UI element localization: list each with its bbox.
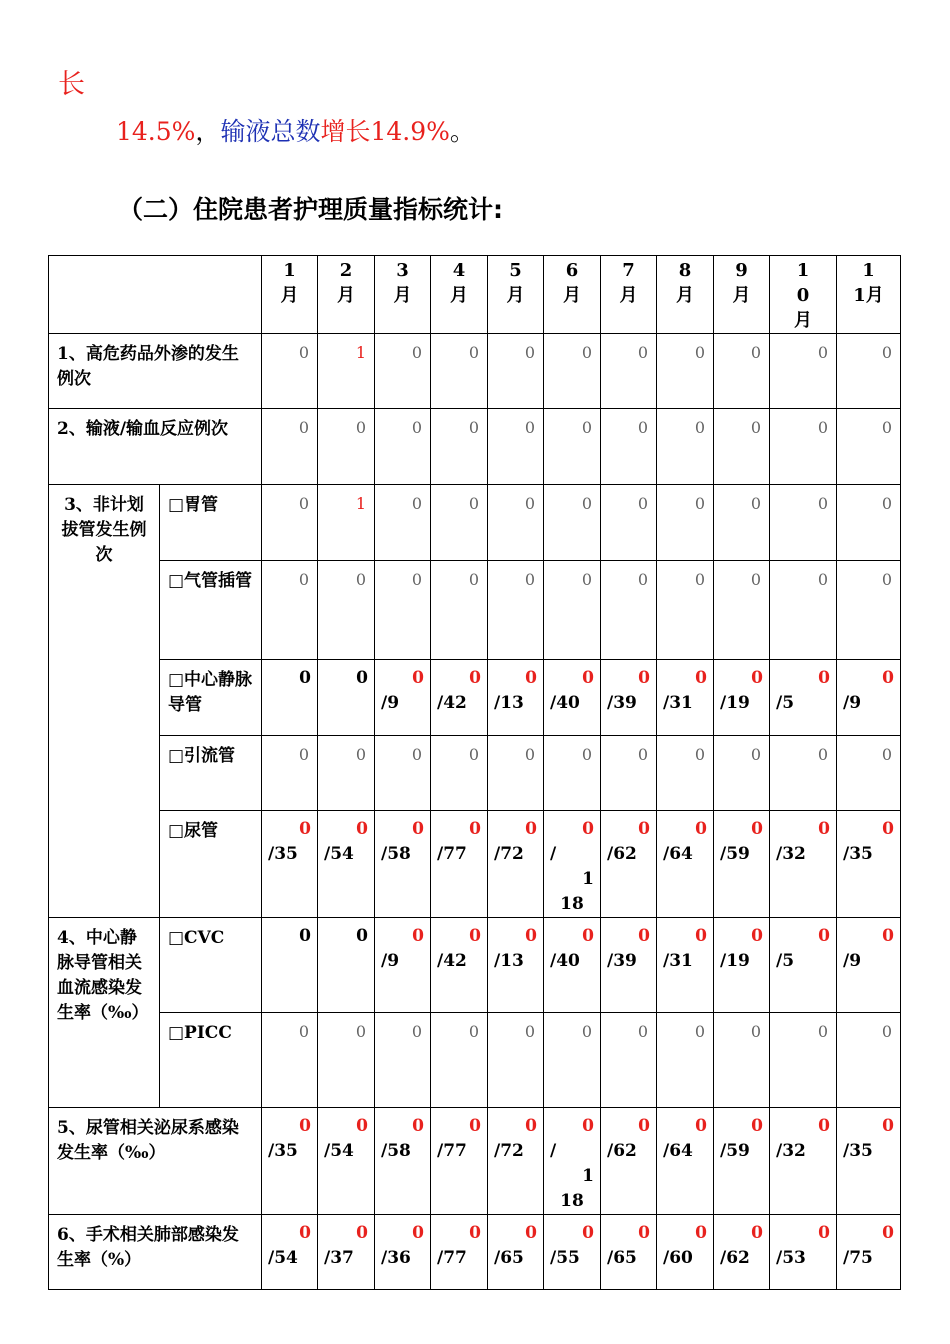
- value-numerator: 0: [582, 819, 594, 839]
- surgical-pneumonia-value: [837, 1215, 901, 1290]
- value-denominator: /19: [720, 693, 750, 713]
- central-venous-catheter-value: [714, 660, 770, 736]
- cvc-value: [431, 918, 488, 1013]
- sub-label-tracheal-intubation: □气管插管: [160, 561, 262, 660]
- infusion-reaction-value: 0: [262, 409, 318, 485]
- month-digit: 7: [622, 260, 635, 281]
- surgical-pneumonia-value: [488, 1215, 544, 1290]
- urinary-catheter-value: [375, 811, 431, 918]
- tracheal-intubation-value: 0: [318, 561, 375, 660]
- extravasation-value: 0: [601, 334, 657, 409]
- value-numerator: 0: [638, 1223, 650, 1243]
- value-numerator: 0: [299, 819, 311, 839]
- value-denominator: /77: [437, 1248, 467, 1268]
- value-numerator: 0: [412, 1223, 424, 1243]
- gastric-tube-value: 1: [318, 485, 375, 561]
- value-denominator: /65: [607, 1248, 637, 1268]
- month-text: 月: [732, 285, 751, 306]
- cauti-value: [544, 1108, 601, 1215]
- infusion-reaction-value: 0: [837, 409, 901, 485]
- value-denominator: /35: [268, 844, 298, 864]
- central-venous-catheter-value: [657, 660, 714, 736]
- picc-value: 0: [601, 1013, 657, 1108]
- value-numerator: 0: [582, 668, 594, 688]
- value-denominator: /62: [607, 1141, 637, 1161]
- value-denominator: /54: [324, 1141, 354, 1161]
- tracheal-intubation-value: 0: [262, 561, 318, 660]
- value-numerator: 0: [695, 926, 707, 946]
- drainage-tube-value: 0: [837, 736, 901, 811]
- value-denominator-cont: 1: [582, 869, 594, 889]
- picc-value: 0: [488, 1013, 544, 1108]
- month-header: [601, 256, 657, 334]
- intro-percent-2: 14.9%: [370, 117, 450, 146]
- value-numerator: 0: [818, 1223, 830, 1243]
- value-numerator: 0: [882, 819, 894, 839]
- row-label-unplanned-extubation: 3、非计划拔管发生例次: [49, 485, 160, 918]
- value-numerator: 0: [356, 1223, 368, 1243]
- row-label-surgical-pneumonia: 6、手术相关肺部感染发生率（%）: [49, 1215, 262, 1290]
- value-numerator: 0: [469, 819, 481, 839]
- picc-value: 0: [431, 1013, 488, 1108]
- infusion-reaction-value: 0: [544, 409, 601, 485]
- gastric-tube-value: 0: [714, 485, 770, 561]
- tracheal-intubation-value: 0: [544, 561, 601, 660]
- value-denominator: /39: [607, 951, 637, 971]
- surgical-pneumonia-value: [318, 1215, 375, 1290]
- value-numerator: 0: [469, 668, 481, 688]
- urinary-catheter-value: [837, 811, 901, 918]
- value-denominator-cont: 1: [582, 1166, 594, 1186]
- month-digit: 5: [509, 260, 522, 281]
- section-heading: （二）住院患者护理质量指标统计:: [118, 195, 503, 224]
- value-denominator: /32: [776, 1141, 806, 1161]
- value-numerator: 0: [299, 1116, 311, 1136]
- value-numerator: 0: [882, 1116, 894, 1136]
- value-numerator: 0: [818, 1116, 830, 1136]
- urinary-catheter-value: [601, 811, 657, 918]
- value-denominator: /42: [437, 693, 467, 713]
- month-digit: 1: [796, 260, 810, 281]
- value-numerator: 0: [882, 926, 894, 946]
- value-numerator: 0: [356, 819, 368, 839]
- month-header: [375, 256, 431, 334]
- cauti-value: [601, 1108, 657, 1215]
- month-header: [770, 256, 837, 334]
- month-digit: 6: [565, 260, 579, 281]
- gastric-tube-value: 0: [657, 485, 714, 561]
- value-numerator: 0: [818, 926, 830, 946]
- value-denominator: /58: [381, 1141, 411, 1161]
- month-header: [837, 256, 901, 334]
- drainage-tube-value: 0: [770, 736, 837, 811]
- intro-line-1: 长: [58, 69, 85, 100]
- intro-growth: 增长: [320, 117, 371, 146]
- value-numerator: 0: [638, 668, 650, 688]
- gastric-tube-value: 0: [544, 485, 601, 561]
- cvc-value: [375, 918, 431, 1013]
- value-denominator: /59: [720, 844, 750, 864]
- urinary-catheter-value: [714, 811, 770, 918]
- urinary-catheter-value: [770, 811, 837, 918]
- value-denominator-cont: 18: [560, 1191, 584, 1211]
- value-denominator: /54: [324, 844, 354, 864]
- central-venous-catheter-value: [488, 660, 544, 736]
- extravasation-value: 0: [657, 334, 714, 409]
- gastric-tube-value: 0: [770, 485, 837, 561]
- value-numerator: 0: [412, 1116, 424, 1136]
- extravasation-value: 0: [431, 334, 488, 409]
- drainage-tube-value: 0: [262, 736, 318, 811]
- cauti-value: [262, 1108, 318, 1215]
- value-numerator: 0: [638, 1116, 650, 1136]
- value-denominator: /9: [843, 693, 862, 713]
- value-denominator: /13: [494, 693, 524, 713]
- surgical-pneumonia-value: [375, 1215, 431, 1290]
- urinary-catheter-value: [657, 811, 714, 918]
- value-numerator: 0: [582, 1223, 594, 1243]
- value-denominator: /37: [324, 1248, 354, 1268]
- value-denominator: /60: [663, 1248, 693, 1268]
- value-numerator: 0: [299, 926, 311, 946]
- cvc-value: [544, 918, 601, 1013]
- sub-label-cvc: □CVC: [160, 918, 262, 1013]
- nursing-quality-table: [48, 255, 901, 1290]
- value-numerator: 0: [469, 926, 481, 946]
- value-numerator: 0: [638, 926, 650, 946]
- value-numerator: 0: [412, 668, 424, 688]
- cauti-value: [837, 1108, 901, 1215]
- value-denominator: /72: [494, 844, 524, 864]
- cvc-value: [601, 918, 657, 1013]
- value-denominator-cont: 18: [560, 894, 584, 914]
- value-denominator: /72: [494, 1141, 524, 1161]
- value-numerator: 0: [818, 819, 830, 839]
- sub-label-drainage-tube: □引流管: [160, 736, 262, 811]
- gastric-tube-value: 0: [375, 485, 431, 561]
- month-header: [657, 256, 714, 334]
- picc-value: 0: [714, 1013, 770, 1108]
- month-text: 月: [280, 285, 299, 306]
- extravasation-value: 0: [837, 334, 901, 409]
- month-digit: 1: [862, 260, 875, 281]
- central-venous-catheter-value: [544, 660, 601, 736]
- extravasation-value: 0: [714, 334, 770, 409]
- value-denominator: /: [550, 1141, 557, 1161]
- value-denominator: /35: [843, 844, 873, 864]
- value-denominator: /65: [494, 1248, 524, 1268]
- value-denominator: /54: [268, 1248, 298, 1268]
- intro-infusion-total: 输液总数: [220, 117, 321, 146]
- sub-label-central-venous-catheter: □中心静脉导管: [160, 660, 262, 736]
- tracheal-intubation-value: 0: [601, 561, 657, 660]
- month-text: 月: [676, 285, 694, 306]
- value-denominator: /55: [550, 1248, 580, 1268]
- extravasation-value: 0: [262, 334, 318, 409]
- cvc-value: [770, 918, 837, 1013]
- value-denominator: /64: [663, 844, 693, 864]
- value-numerator: 0: [695, 1223, 707, 1243]
- value-denominator: /35: [268, 1141, 298, 1161]
- month-text: 月: [563, 285, 581, 306]
- picc-value: 0: [837, 1013, 901, 1108]
- value-denominator: /9: [843, 951, 862, 971]
- urinary-catheter-value: [544, 811, 601, 918]
- surgical-pneumonia-value: [431, 1215, 488, 1290]
- drainage-tube-value: 0: [431, 736, 488, 811]
- cvc-value: [714, 918, 770, 1013]
- value-denominator: /59: [720, 1141, 750, 1161]
- infusion-reaction-value: 0: [601, 409, 657, 485]
- infusion-reaction-value: 0: [488, 409, 544, 485]
- cvc-value: [488, 918, 544, 1013]
- drainage-tube-value: 0: [544, 736, 601, 811]
- extravasation-value: 0: [375, 334, 431, 409]
- picc-value: 0: [318, 1013, 375, 1108]
- month-text: 1月: [853, 285, 884, 306]
- tracheal-intubation-value: 0: [770, 561, 837, 660]
- drainage-tube-value: 0: [601, 736, 657, 811]
- value-numerator: 0: [469, 1116, 481, 1136]
- gastric-tube-value: 0: [837, 485, 901, 561]
- month-digit: 4: [452, 260, 466, 281]
- value-denominator: /62: [607, 844, 637, 864]
- value-numerator: 0: [299, 668, 311, 688]
- drainage-tube-value: 0: [318, 736, 375, 811]
- month-text: 0: [796, 285, 810, 306]
- tracheal-intubation-value: 0: [837, 561, 901, 660]
- tracheal-intubation-value: 0: [431, 561, 488, 660]
- intro-line-2: [116, 112, 475, 148]
- gastric-tube-value: 0: [488, 485, 544, 561]
- sub-label-picc: □PICC: [160, 1013, 262, 1108]
- central-venous-catheter-value: [601, 660, 657, 736]
- value-numerator: 0: [525, 1116, 537, 1136]
- drainage-tube-value: 0: [488, 736, 544, 811]
- row-label-extravasation: 1、高危药品外渗的发生例次: [49, 334, 262, 409]
- picc-value: 0: [544, 1013, 601, 1108]
- value-numerator: 0: [818, 668, 830, 688]
- extravasation-value: 1: [318, 334, 375, 409]
- value-numerator: 0: [695, 668, 707, 688]
- value-denominator: /58: [381, 844, 411, 864]
- value-denominator: /40: [550, 693, 580, 713]
- urinary-catheter-value: [488, 811, 544, 918]
- value-denominator: /5: [776, 951, 795, 971]
- value-numerator: 0: [356, 1116, 368, 1136]
- value-numerator: 0: [582, 1116, 594, 1136]
- value-denominator: /9: [381, 693, 400, 713]
- central-venous-catheter-value: [431, 660, 488, 736]
- tracheal-intubation-value: 0: [375, 561, 431, 660]
- row-label-clabsi: 4、中心静脉导管相关血流感染发生率（‰）: [49, 918, 160, 1108]
- value-numerator: 0: [695, 819, 707, 839]
- value-denominator: /32: [776, 844, 806, 864]
- drainage-tube-value: 0: [714, 736, 770, 811]
- cauti-value: [431, 1108, 488, 1215]
- value-numerator: 0: [469, 1223, 481, 1243]
- month-text: 月: [450, 285, 468, 306]
- value-denominator: /13: [494, 951, 524, 971]
- value-denominator: /64: [663, 1141, 693, 1161]
- month-header: [714, 256, 770, 334]
- cvc-value: [318, 918, 375, 1013]
- header-blank: [49, 256, 262, 334]
- value-denominator: /9: [381, 951, 400, 971]
- cauti-value: [657, 1108, 714, 1215]
- central-venous-catheter-value: [770, 660, 837, 736]
- cauti-value: [318, 1108, 375, 1215]
- value-denominator: /31: [663, 951, 693, 971]
- value-denominator: /39: [607, 693, 637, 713]
- cvc-value: [837, 918, 901, 1013]
- surgical-pneumonia-value: [601, 1215, 657, 1290]
- extravasation-value: 0: [770, 334, 837, 409]
- value-numerator: 0: [582, 926, 594, 946]
- month-digit: 9: [735, 260, 748, 281]
- value-denominator: /77: [437, 1141, 467, 1161]
- extravasation-value: 0: [488, 334, 544, 409]
- month-digit: 8: [678, 260, 692, 281]
- central-venous-catheter-value: [837, 660, 901, 736]
- urinary-catheter-value: [431, 811, 488, 918]
- value-numerator: 0: [525, 668, 537, 688]
- row-label-infusion-reaction: 2、输液/输血反应例次: [49, 409, 262, 485]
- cvc-value: [657, 918, 714, 1013]
- month-digit: 2: [339, 260, 353, 281]
- value-numerator: 0: [638, 819, 650, 839]
- picc-value: 0: [657, 1013, 714, 1108]
- tracheal-intubation-value: 0: [714, 561, 770, 660]
- drainage-tube-value: 0: [375, 736, 431, 811]
- drainage-tube-value: 0: [657, 736, 714, 811]
- tracheal-intubation-value: 0: [657, 561, 714, 660]
- value-numerator: 0: [525, 926, 537, 946]
- value-denominator: /42: [437, 951, 467, 971]
- value-numerator: 0: [751, 1223, 763, 1243]
- infusion-reaction-value: 0: [375, 409, 431, 485]
- value-denominator: /36: [381, 1248, 411, 1268]
- surgical-pneumonia-value: [544, 1215, 601, 1290]
- cauti-value: [488, 1108, 544, 1215]
- cauti-value: [770, 1108, 837, 1215]
- infusion-reaction-value: 0: [770, 409, 837, 485]
- value-denominator: /77: [437, 844, 467, 864]
- surgical-pneumonia-value: [262, 1215, 318, 1290]
- value-numerator: 0: [412, 926, 424, 946]
- gastric-tube-value: 0: [431, 485, 488, 561]
- value-numerator: 0: [751, 1116, 763, 1136]
- urinary-catheter-value: [262, 811, 318, 918]
- value-denominator: /62: [720, 1248, 750, 1268]
- central-venous-catheter-value: [375, 660, 431, 736]
- central-venous-catheter-value: [318, 660, 375, 736]
- sub-label-urinary-catheter: □尿管: [160, 811, 262, 918]
- infusion-reaction-value: 0: [431, 409, 488, 485]
- value-numerator: 0: [882, 1223, 894, 1243]
- month-text: 月: [794, 310, 812, 331]
- month-text: 月: [337, 285, 355, 306]
- month-header: [544, 256, 601, 334]
- value-numerator: 0: [751, 926, 763, 946]
- cauti-value: [375, 1108, 431, 1215]
- central-venous-catheter-value: [262, 660, 318, 736]
- value-numerator: 0: [525, 1223, 537, 1243]
- month-digit: 3: [396, 260, 409, 281]
- month-header: [488, 256, 544, 334]
- urinary-catheter-value: [318, 811, 375, 918]
- gastric-tube-value: 0: [262, 485, 318, 561]
- month-header: [262, 256, 318, 334]
- month-text: 月: [506, 285, 525, 306]
- value-numerator: 0: [356, 668, 368, 688]
- value-denominator: /53: [776, 1248, 806, 1268]
- sub-label-gastric-tube: □胃管: [160, 485, 262, 561]
- surgical-pneumonia-value: [714, 1215, 770, 1290]
- cvc-value: [262, 918, 318, 1013]
- value-numerator: 0: [356, 926, 368, 946]
- surgical-pneumonia-value: [770, 1215, 837, 1290]
- value-denominator: /: [550, 844, 557, 864]
- value-denominator: /5: [776, 693, 795, 713]
- value-numerator: 0: [751, 819, 763, 839]
- value-numerator: 0: [412, 819, 424, 839]
- row-label-cauti: 5、尿管相关泌尿系感染发生率（‰）: [49, 1108, 262, 1215]
- intro-period: 。: [449, 117, 475, 146]
- surgical-pneumonia-value: [657, 1215, 714, 1290]
- value-numerator: 0: [695, 1116, 707, 1136]
- value-numerator: 0: [751, 668, 763, 688]
- month-header: [431, 256, 488, 334]
- value-denominator: /35: [843, 1141, 873, 1161]
- infusion-reaction-value: 0: [318, 409, 375, 485]
- cauti-value: [714, 1108, 770, 1215]
- gastric-tube-value: 0: [601, 485, 657, 561]
- value-numerator: 0: [299, 1223, 311, 1243]
- tracheal-intubation-value: 0: [488, 561, 544, 660]
- infusion-reaction-value: 0: [657, 409, 714, 485]
- picc-value: 0: [262, 1013, 318, 1108]
- infusion-reaction-value: 0: [714, 409, 770, 485]
- value-denominator: /40: [550, 951, 580, 971]
- picc-value: 0: [770, 1013, 837, 1108]
- month-header: [318, 256, 375, 334]
- extravasation-value: 0: [544, 334, 601, 409]
- value-denominator: /75: [843, 1248, 873, 1268]
- picc-value: 0: [375, 1013, 431, 1108]
- value-denominator: /31: [663, 693, 693, 713]
- month-text: 月: [393, 285, 412, 306]
- value-denominator: /19: [720, 951, 750, 971]
- value-numerator: 0: [882, 668, 894, 688]
- month-digit: 1: [283, 260, 296, 281]
- intro-percent-1: 14.5%: [116, 117, 196, 146]
- intro-separator: ，: [195, 117, 221, 146]
- month-text: 月: [619, 285, 638, 306]
- value-numerator: 0: [525, 819, 537, 839]
